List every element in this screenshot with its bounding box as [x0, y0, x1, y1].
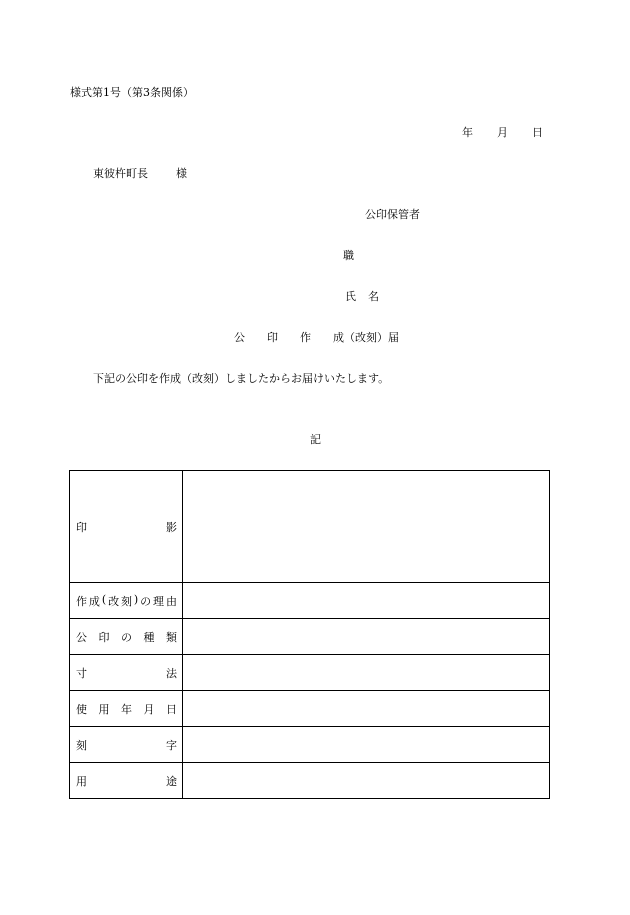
addressee — [93, 168, 187, 179]
name-label — [345, 291, 379, 302]
row-value-cell[interactable] — [183, 763, 550, 799]
document-title — [234, 332, 399, 343]
row-label-char: ( — [101, 592, 107, 606]
row-label-char: 使 — [76, 702, 87, 716]
position-label: 職 — [343, 249, 354, 262]
date-month-label: 月 — [497, 126, 508, 139]
row-label-char: 用 — [76, 774, 87, 788]
row-value-cell[interactable] — [183, 583, 550, 619]
row-label-char: 影 — [166, 520, 177, 534]
row-label-cell — [70, 727, 183, 763]
row-label — [70, 665, 182, 681]
row-label-char: 作 — [76, 594, 87, 608]
row-label — [70, 629, 182, 645]
row-value-cell[interactable] — [183, 727, 550, 763]
row-label — [70, 519, 182, 535]
row-label-char: 印 — [76, 520, 87, 534]
row-label-char: 印 — [98, 630, 110, 644]
row-label-char: 日 — [166, 702, 177, 716]
row-label-char: 寸 — [76, 666, 87, 680]
name-label-first: 氏 — [345, 290, 356, 303]
row-value-cell[interactable] — [183, 691, 550, 727]
row-label-char: 由 — [165, 594, 177, 608]
row-label-cell — [70, 655, 183, 691]
row-label-char: の — [121, 630, 132, 644]
table-row — [70, 655, 550, 691]
row-label-char: 刻 — [120, 594, 132, 608]
title-char: 成（改刻）届 — [333, 331, 399, 344]
table-row — [70, 727, 550, 763]
seal-table — [69, 470, 550, 799]
row-label-char: 法 — [166, 666, 177, 680]
row-value-cell[interactable] — [183, 655, 550, 691]
title-char: 印 — [267, 331, 278, 344]
row-label-char: 刻 — [76, 738, 87, 752]
row-label — [70, 593, 182, 609]
row-label-char: ) — [133, 592, 139, 606]
row-label-cell — [70, 471, 183, 583]
name-label-second: 名 — [368, 290, 379, 303]
row-label-char: 月 — [143, 702, 155, 716]
addressee-honorific: 様 — [176, 167, 187, 180]
row-label-char: の — [140, 594, 152, 608]
row-label-char: 理 — [153, 594, 165, 608]
table-row — [70, 619, 550, 655]
row-label-char: 改 — [108, 594, 120, 608]
title-char: 作 — [300, 331, 311, 344]
date-day-label: 日 — [532, 126, 543, 139]
table-row — [70, 691, 550, 727]
row-value-cell[interactable] — [183, 619, 550, 655]
table-row — [70, 583, 550, 619]
date-year-label: 年 — [462, 126, 473, 139]
row-label — [70, 737, 182, 753]
row-label-char: 成 — [88, 594, 100, 608]
table-row — [70, 471, 550, 583]
form-number: 様式第1号（第3条関係） — [70, 86, 194, 99]
row-label-char: 途 — [166, 774, 177, 788]
intro-text: 下記の公印を作成（改刻）しましたからお届けいたします。 — [93, 372, 390, 385]
table-row — [70, 763, 550, 799]
row-label-char: 種 — [143, 630, 155, 644]
date-line — [462, 127, 543, 138]
row-value-cell[interactable] — [183, 471, 550, 583]
title-char: 公 — [234, 331, 245, 344]
ki-heading: 記 — [310, 433, 321, 446]
addressee-name: 東彼杵町長 — [93, 167, 148, 180]
row-label-cell — [70, 763, 183, 799]
row-label-char: 用 — [98, 702, 110, 716]
row-label — [70, 701, 182, 717]
row-label — [70, 773, 182, 789]
row-label-cell — [70, 619, 183, 655]
row-label-char: 類 — [166, 630, 177, 644]
row-label-char: 字 — [166, 738, 177, 752]
row-label-cell — [70, 691, 183, 727]
row-label-char: 公 — [76, 630, 87, 644]
applicant-title: 公印保管者 — [365, 208, 420, 221]
row-label-char: 年 — [121, 702, 132, 716]
row-label-cell — [70, 583, 183, 619]
